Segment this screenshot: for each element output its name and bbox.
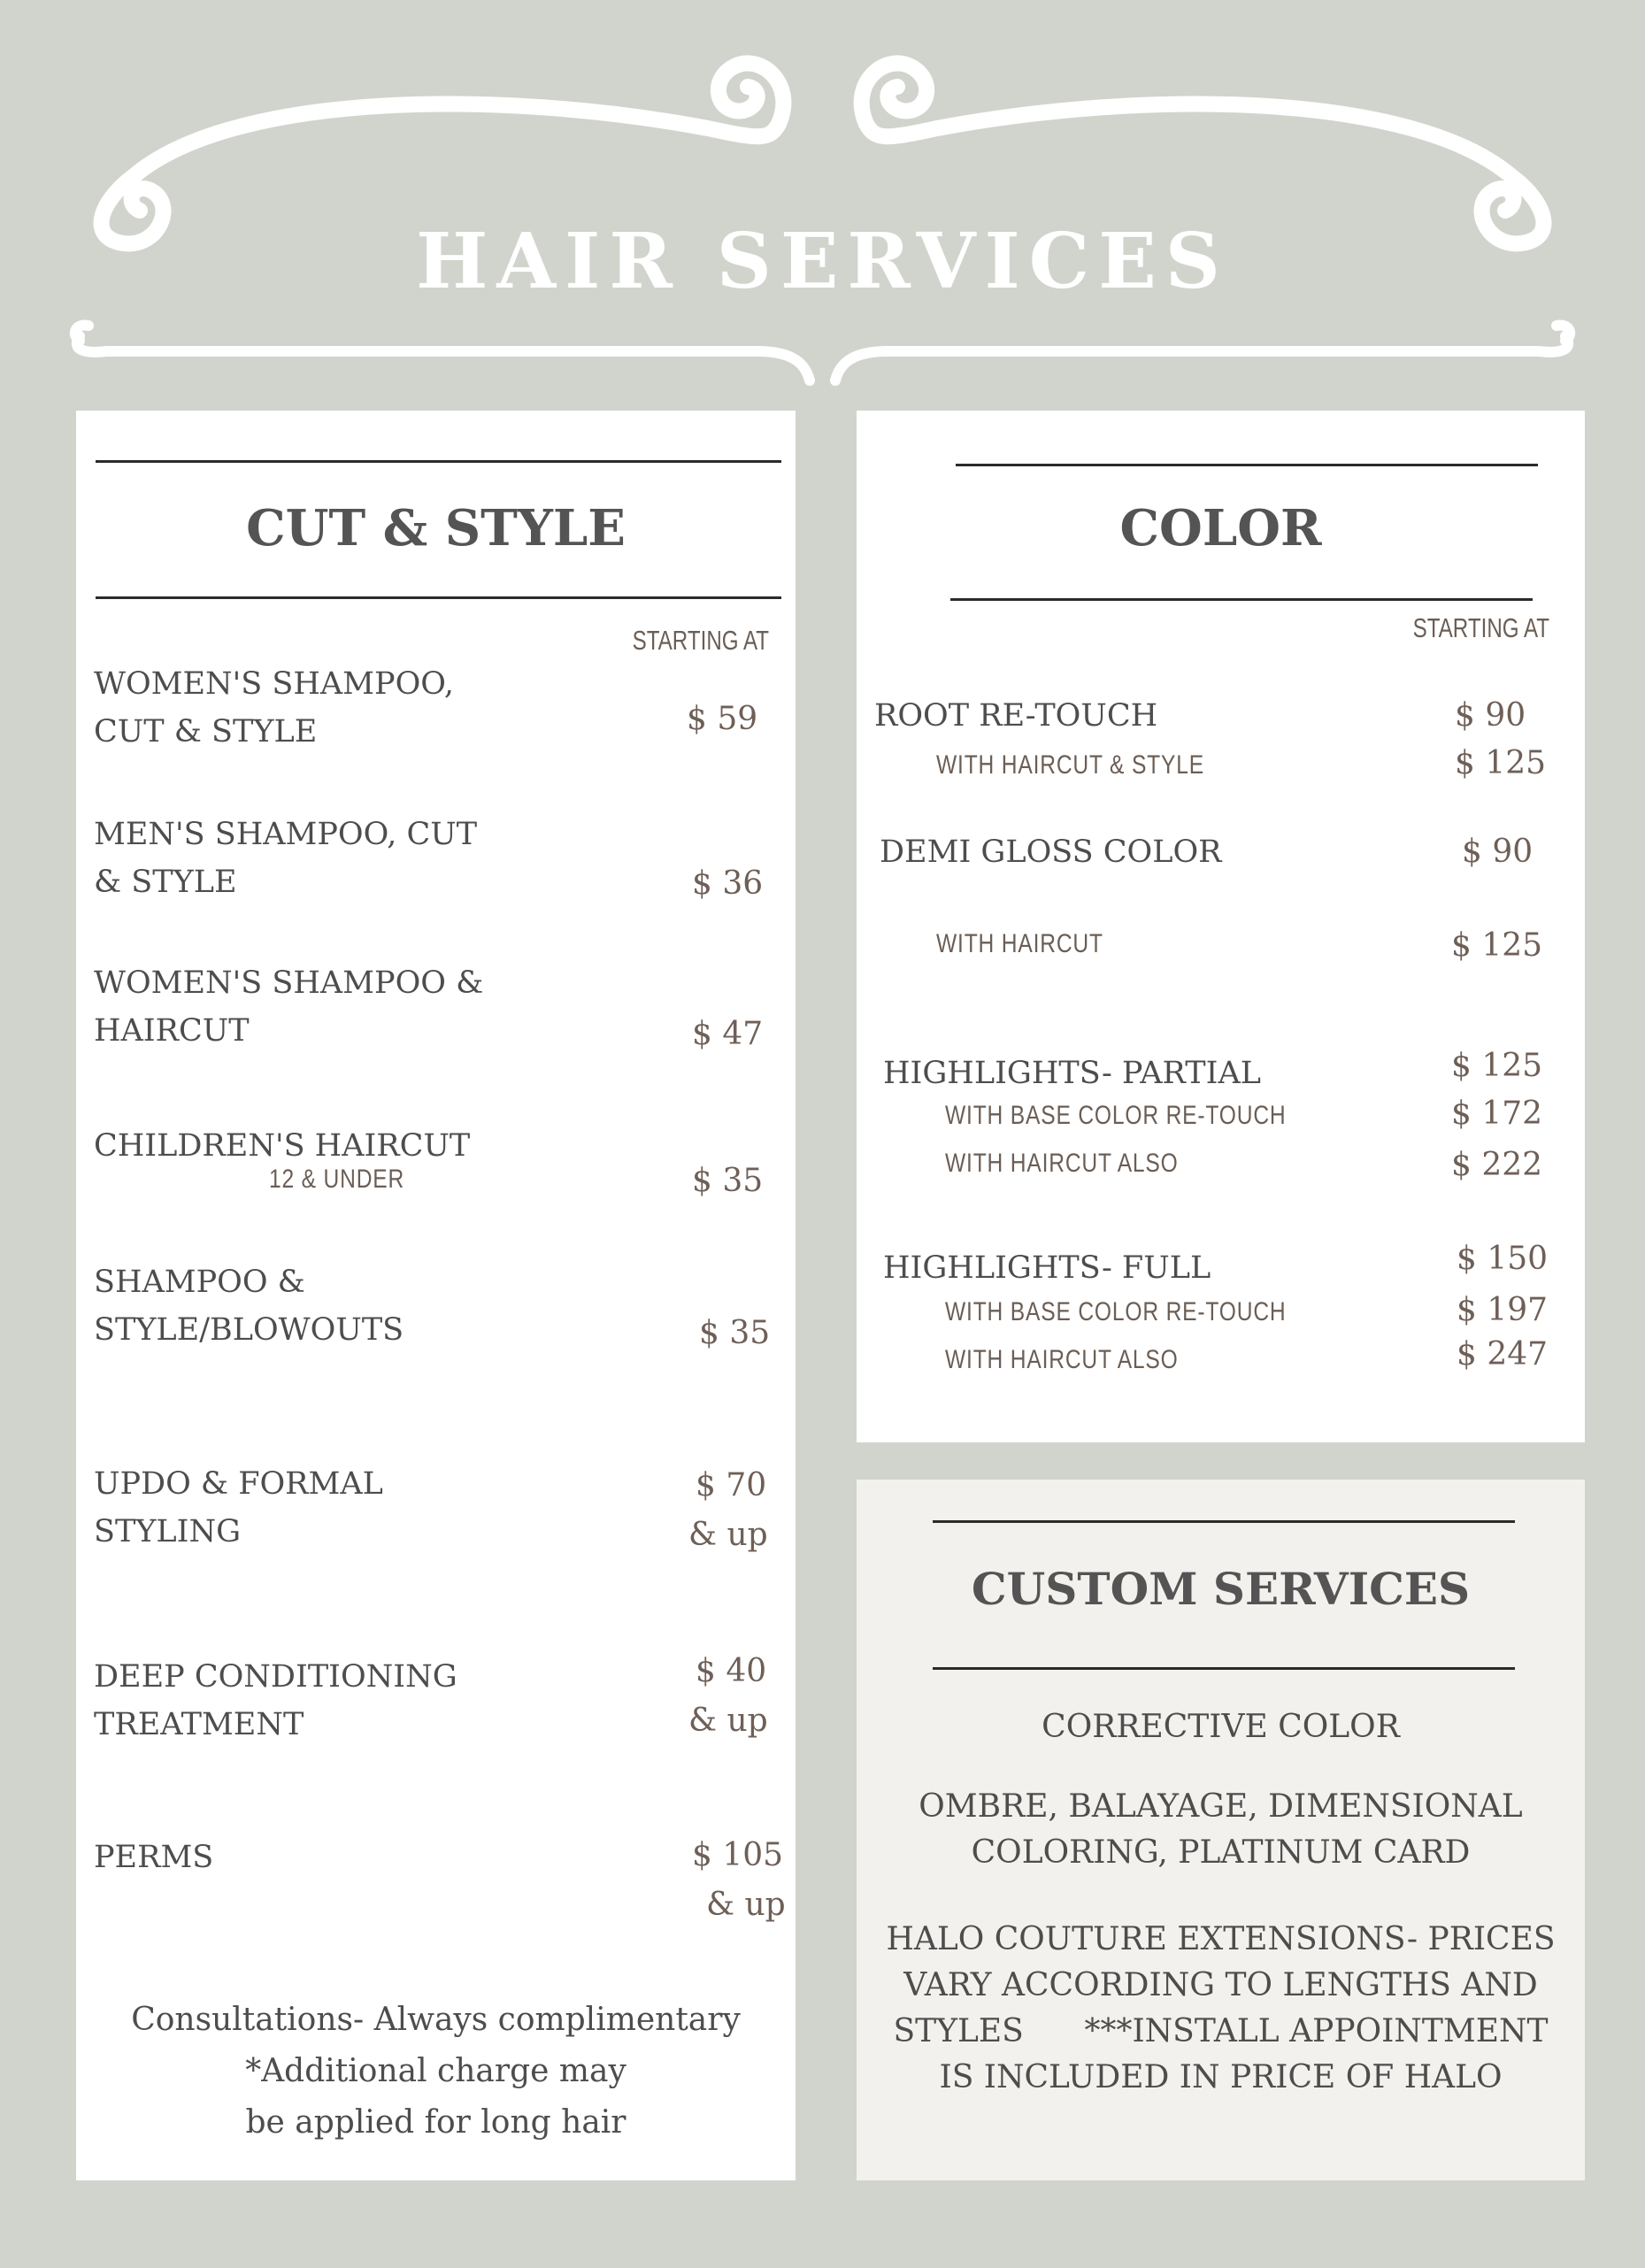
service-price: $ 40 xyxy=(696,1653,767,1689)
price-suffix: & up xyxy=(706,1887,786,1923)
custom-item-corrective: CORRECTIVE COLOR xyxy=(1042,1709,1400,1745)
page-title: HAIR SERVICES xyxy=(416,217,1229,306)
service-option: WITH HAIRCUT ALSO xyxy=(945,1345,1179,1374)
custom-item-ombre: OMBRE, BALAYAGE, DIMENSIONAL COLORING, PLATINUM CARD xyxy=(919,1788,1523,1871)
service-name: UPDO & FORMAL STYLING xyxy=(94,1466,383,1549)
service-price: $ 90 xyxy=(1462,834,1534,870)
service-name: PERMS xyxy=(94,1840,214,1875)
service-price: $ 222 xyxy=(1451,1147,1543,1183)
consultation-note: Consultations- Always complimentary *Additional charge may be applied for long hair xyxy=(131,2002,741,2141)
service-price: $ 247 xyxy=(1457,1336,1549,1372)
service-price: $ 105 xyxy=(692,1837,784,1873)
service-price: $ 90 xyxy=(1455,697,1526,734)
price-suffix: & up xyxy=(688,1703,768,1739)
custom-item-halo: HALO COUTURE EXTENSIONS- PRICES VARY ACCORDING TO LENGTHS AND STYLES ***INSTALL APPOINTMENT IS INCLUDED IN PRICE OF HALO xyxy=(886,1921,1556,2095)
service-price: $ 125 xyxy=(1455,745,1547,781)
heading-rule-bottom xyxy=(933,1667,1515,1670)
price-suffix: & up xyxy=(688,1517,768,1553)
cut-style-heading: CUT & STYLE xyxy=(246,499,626,557)
service-name: CHILDREN'S HAIRCUT xyxy=(94,1128,471,1164)
heading-rule-bottom xyxy=(950,598,1533,601)
header-ornament xyxy=(0,0,1645,407)
heading-rule-top xyxy=(956,464,1538,466)
service-name: SHAMPOO & STYLE/BLOWOUTS xyxy=(94,1265,404,1348)
service-option: WITH HAIRCUT & STYLE xyxy=(936,750,1204,780)
service-name: ROOT RE-TOUCH xyxy=(874,698,1158,734)
service-option: WITH BASE COLOR RE-TOUCH xyxy=(945,1101,1287,1130)
custom-services-heading: CUSTOM SERVICES xyxy=(971,1563,1471,1615)
service-price: $ 35 xyxy=(692,1163,764,1199)
service-price: $ 172 xyxy=(1451,1096,1543,1132)
heading-rule-bottom xyxy=(96,596,781,599)
service-name: DEEP CONDITIONING TREATMENT xyxy=(94,1659,457,1742)
heading-rule-top xyxy=(96,460,781,463)
service-price: $ 36 xyxy=(692,865,764,902)
service-name: WOMEN'S SHAMPOO & HAIRCUT xyxy=(94,965,484,1049)
color-heading: COLOR xyxy=(1119,499,1322,557)
service-price: $ 150 xyxy=(1457,1241,1549,1277)
custom-services-panel xyxy=(857,1480,1585,2180)
service-option: WITH HAIRCUT xyxy=(936,929,1103,958)
starting-at-label: STARTING AT xyxy=(632,625,769,656)
service-option: WITH HAIRCUT ALSO xyxy=(945,1149,1179,1178)
cut-style-panel xyxy=(76,411,796,2180)
service-price: $ 197 xyxy=(1457,1292,1549,1328)
service-name: WOMEN'S SHAMPOO, CUT & STYLE xyxy=(94,666,455,750)
service-price: $ 125 xyxy=(1451,1048,1543,1084)
heading-rule-top xyxy=(933,1520,1515,1523)
service-price: $ 70 xyxy=(696,1467,767,1503)
service-name: MEN'S SHAMPOO, CUT & STYLE xyxy=(94,817,478,900)
service-name: HIGHLIGHTS- FULL xyxy=(883,1250,1211,1286)
service-name: DEMI GLOSS COLOR xyxy=(880,834,1222,870)
service-note: 12 & UNDER xyxy=(269,1165,405,1194)
service-option: WITH BASE COLOR RE-TOUCH xyxy=(945,1297,1287,1326)
color-panel xyxy=(857,411,1585,1442)
service-price: $ 59 xyxy=(687,701,758,737)
service-price: $ 35 xyxy=(699,1315,771,1351)
service-name: HIGHLIGHTS- PARTIAL xyxy=(883,1056,1261,1091)
service-price: $ 47 xyxy=(692,1016,764,1052)
service-price: $ 125 xyxy=(1451,927,1543,964)
starting-at-label: STARTING AT xyxy=(1412,612,1549,643)
